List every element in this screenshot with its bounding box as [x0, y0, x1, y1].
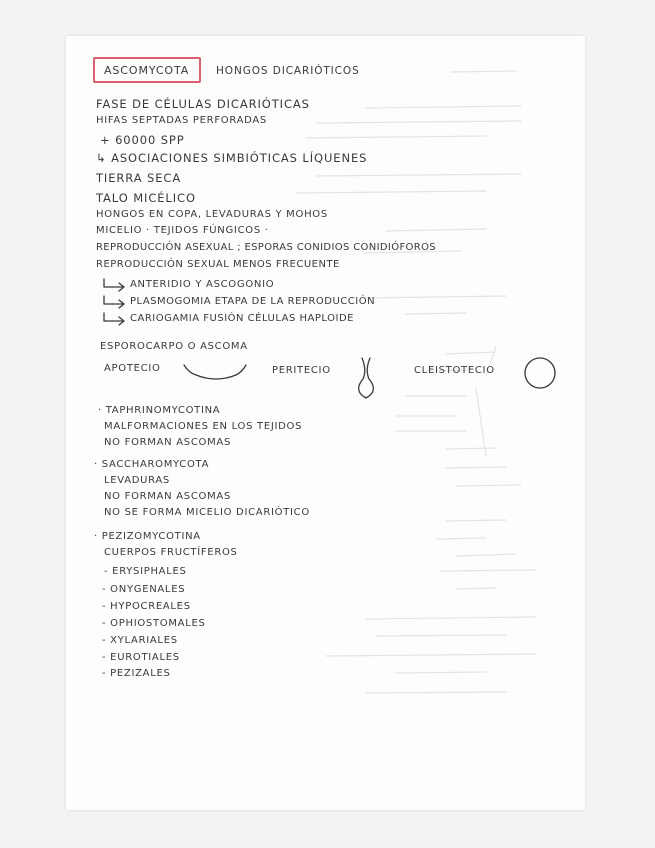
group-line: - OPHIOSTOMALES	[102, 618, 206, 629]
group-line: NO FORMAN ASCOMAS	[104, 491, 231, 502]
group-line: - ERYSIPHALES	[104, 566, 187, 577]
group-name: · TAPHRINOMYCOTINA	[98, 405, 221, 416]
note-line: MICELIO · TEJIDOS FÚNGICOS ·	[96, 225, 269, 236]
cleistotecio-sphere-icon	[525, 358, 555, 388]
type-apotecio: APOTECIO	[104, 363, 161, 374]
group-line: MALFORMACIONES EN LOS TEJIDOS	[104, 421, 303, 432]
type-cleistotecio: CLEISTOTECIO	[414, 365, 495, 376]
note-line: REPRODUCCIÓN ASEXUAL ; ESPORAS CONIDIOS CONIDIÓFOROS	[96, 242, 436, 253]
note-line: FASE DE CÉLULAS DICARIÓTICAS	[96, 97, 310, 111]
arrow-icon	[104, 296, 124, 308]
arrow-icon	[104, 279, 124, 291]
note-line: TIERRA SECA	[96, 171, 182, 185]
note-line: TALO MICÉLICO	[96, 191, 196, 205]
sexual-step: ANTERIDIO Y ASCOGONIO	[130, 279, 275, 290]
sketch-layer	[66, 36, 585, 810]
type-peritecio: PERITECIO	[272, 365, 331, 376]
group-line: - XYLARIALES	[102, 635, 178, 646]
group-name: · SACCHAROMYCOTA	[94, 459, 210, 470]
arrow-icon	[104, 313, 124, 325]
sexual-step: CARIOGAMIA FUSIÓN CÉLULAS HAPLOIDE	[130, 313, 354, 324]
group-line: NO SE FORMA MICELIO DICARIÓTICO	[104, 507, 310, 518]
group-line: NO FORMAN ASCOMAS	[104, 437, 231, 448]
note-title: ASCOMYCOTA	[104, 64, 190, 77]
note-line: + 60000 SPP	[100, 133, 185, 147]
peritecio-flask-icon	[359, 358, 374, 398]
group-line: - PEZIZALES	[102, 668, 171, 679]
note-line: REPRODUCCIÓN SEXUAL MENOS FRECUENTE	[96, 259, 340, 270]
esporocarpo-label: ESPOROCARPO O ASCOMA	[100, 341, 248, 352]
group-line: - ONYGENALES	[102, 584, 186, 595]
sexual-step: PLASMOGOMIA ETAPA DE LA REPRODUCCIÓN	[130, 296, 376, 307]
note-line: HIFAS SEPTADAS PERFORADAS	[96, 115, 267, 126]
group-line: LEVADURAS	[104, 475, 170, 486]
group-name: · PEZIZOMYCOTINA	[94, 531, 201, 542]
note-line: ↳ ASOCIACIONES SIMBIÓTICAS LÍQUENES	[96, 151, 368, 165]
notebook-page	[66, 36, 585, 810]
apotecio-cup-icon	[184, 365, 246, 379]
group-line: - EUROTIALES	[102, 652, 180, 663]
group-line: - HYPOCREALES	[102, 601, 191, 612]
group-line: CUERPOS FRUCTÍFEROS	[104, 547, 238, 558]
note-line: HONGOS EN COPA, LEVADURAS Y MOHOS	[96, 209, 328, 220]
note-subtitle: HONGOS DICARIÓTICOS	[216, 65, 360, 77]
